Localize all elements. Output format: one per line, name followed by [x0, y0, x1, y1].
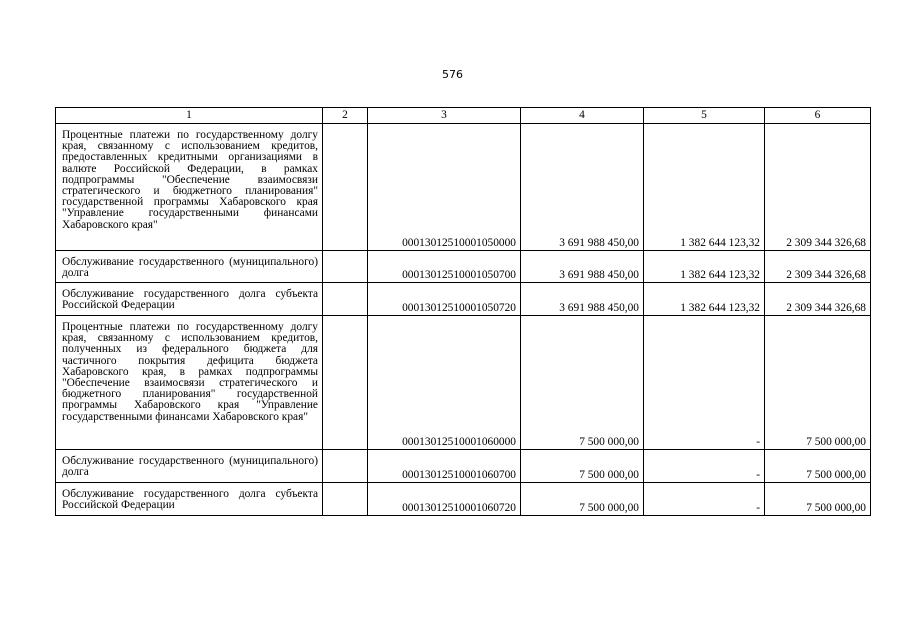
row-col6: 2 309 344 326,68: [765, 283, 871, 316]
row-col6: 2 309 344 326,68: [765, 124, 871, 251]
budget-table: [55, 107, 871, 516]
row-col5: -: [644, 483, 765, 516]
row-col4: 3 691 988 450,00: [521, 283, 644, 316]
row-col5: -: [644, 316, 765, 450]
row-col6: 7 500 000,00: [765, 483, 871, 516]
row-description: Обслуживание государственного (муниципального) долга: [56, 450, 323, 483]
row-code: 00013012510001050000: [368, 124, 521, 251]
column-header-6: 6: [765, 108, 871, 124]
column-header-1: 1: [56, 108, 323, 124]
table-row: [56, 124, 871, 251]
row-col4: 7 500 000,00: [521, 483, 644, 516]
row-col6: 7 500 000,00: [765, 450, 871, 483]
row-col5: 1 382 644 123,32: [644, 283, 765, 316]
row-code: 00013012510001060700: [368, 450, 521, 483]
row-col6: 7 500 000,00: [765, 316, 871, 450]
table-row: [56, 450, 871, 483]
column-header-3: 3: [368, 108, 521, 124]
row-code: 00013012510001050700: [368, 251, 521, 283]
row-col4: 7 500 000,00: [521, 316, 644, 450]
row-col5: 1 382 644 123,32: [644, 251, 765, 283]
row-code: 00013012510001060000: [368, 316, 521, 450]
page-number: 576: [442, 68, 463, 81]
row-col2: [323, 283, 368, 316]
row-col2: [323, 483, 368, 516]
row-col4: 3 691 988 450,00: [521, 124, 644, 251]
row-description: Обслуживание государственного (муниципального) долга: [56, 251, 323, 283]
row-col5: 1 382 644 123,32: [644, 124, 765, 251]
table-row: [56, 251, 871, 283]
row-col2: [323, 450, 368, 483]
row-description: Обслуживание государственного долга субъекта Российской Федерации: [56, 483, 323, 516]
row-col4: 7 500 000,00: [521, 450, 644, 483]
row-col2: [323, 124, 368, 251]
table-header-row: [56, 108, 871, 124]
column-header-2: 2: [323, 108, 368, 124]
table-row: [56, 283, 871, 316]
row-col2: [323, 316, 368, 450]
column-header-5: 5: [644, 108, 765, 124]
row-description: Процентные платежи по государственному долгу края, связанному с использованием кредитов, предоставленных кредитными организациями в валюте Российской Федерации, в рамках подпрограммы "Обеспечение взаимосвязи стратегического и бюджетного планирования" государственной программы Хабаровского края "Управление государственными финансами Хабаровского края": [56, 124, 323, 251]
row-col5: -: [644, 450, 765, 483]
row-col6: 2 309 344 326,68: [765, 251, 871, 283]
table-row: [56, 483, 871, 516]
row-col2: [323, 251, 368, 283]
table-row: [56, 316, 871, 450]
column-header-4: 4: [521, 108, 644, 124]
row-code: 00013012510001060720: [368, 483, 521, 516]
row-col4: 3 691 988 450,00: [521, 251, 644, 283]
row-description: Обслуживание государственного долга субъекта Российской Федерации: [56, 283, 323, 316]
row-description: Процентные платежи по государственному долгу края, связанному с использованием кредитов, полученных из федерального бюджета для частичного покрытия дефицита бюджета Хабаровского края, в рамках подпрограммы "Обеспечение взаимосвязи стратегического и бюджетного планирования" государственной программы Хабаровского края "Управление государственными финансами Хабаровского края": [56, 316, 323, 450]
row-code: 00013012510001050720: [368, 283, 521, 316]
